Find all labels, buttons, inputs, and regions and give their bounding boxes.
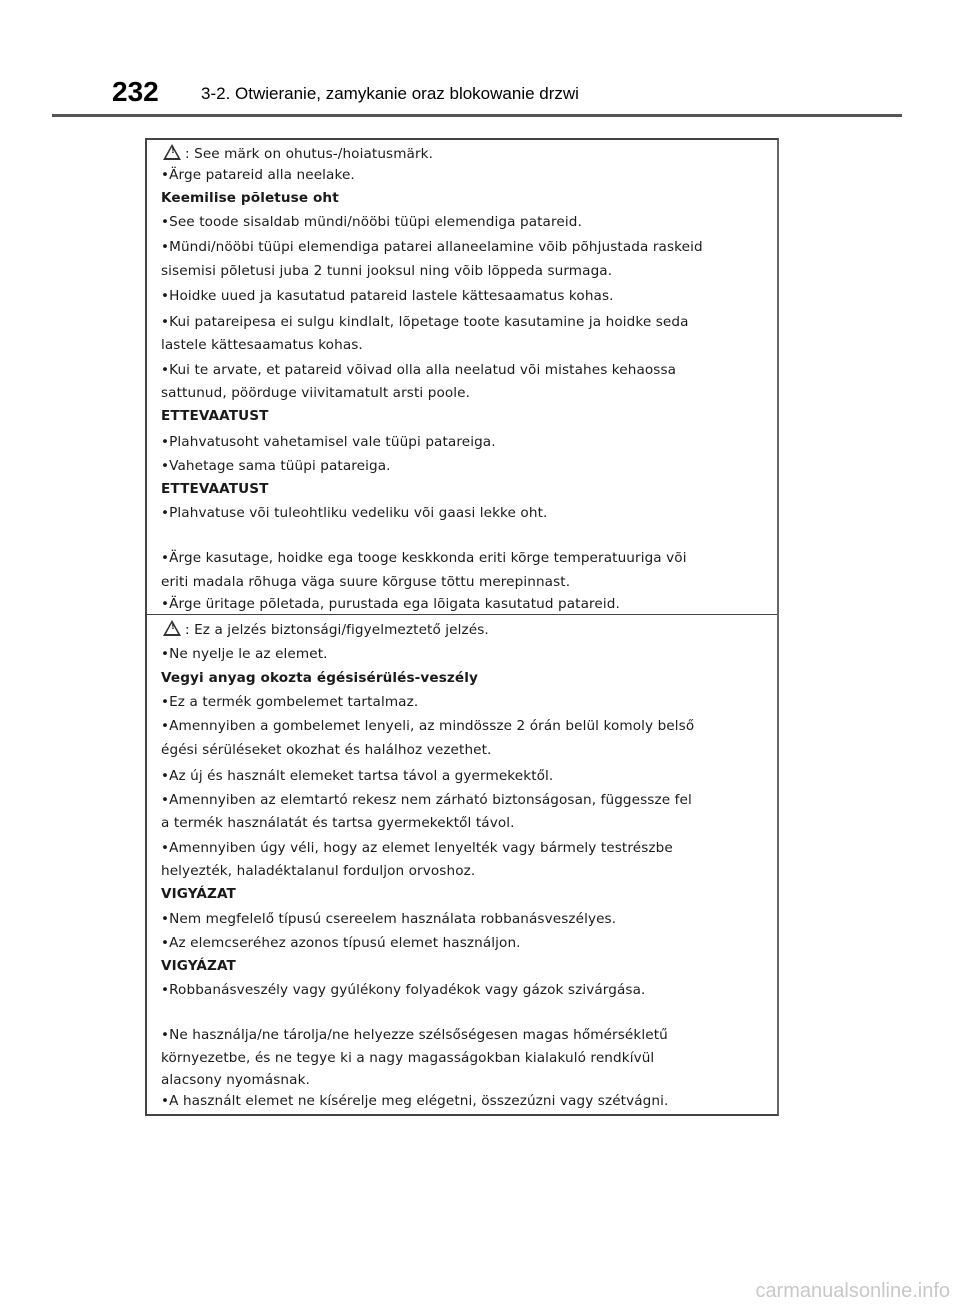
estonian-line: •Kui te arvate, et patareid võivad olla alla neelatud või mistahes kehaossa [161, 362, 677, 378]
estonian-line: •Kui patareipesa ei sulgu kindlalt, lõpetage toote kasutamine ja hoidke seda [161, 314, 689, 330]
hungarian-line: •Ne használja/ne tárolja/ne helyezze szélsőségesen magas hőmérsékletű [161, 1027, 668, 1043]
estonian-heading-caution: ETTEVAATUST [161, 481, 269, 497]
warning-triangle-icon: ! [161, 620, 185, 638]
estonian-line: •Ärge patareid alla neelake. [161, 167, 355, 183]
estonian-line: lastele kättesaamatus kohas. [161, 337, 363, 353]
watermark: carmanualsonline.info [755, 1280, 950, 1302]
estonian-symbol-line [161, 144, 433, 162]
hungarian-line: •Amennyiben a gombelemet lenyeli, az mindössze 2 órán belül komoly belső [161, 718, 695, 734]
hungarian-line: •Robbanásveszély vagy gyúlékony folyadékok vagy gázok szivárgása. [161, 982, 646, 998]
hungarian-line: helyezték, haladéktalanul forduljon orvoshoz. [161, 863, 476, 879]
estonian-line: •Ärge üritage põletada, purustada ega lõigata kasutatud patareid. [161, 596, 620, 612]
estonian-line: •Mündi/nööbi tüüpi elemendiga patarei allaneelamine võib põhjustada raskeid [161, 239, 703, 255]
estonian-warning-box [145, 138, 779, 615]
estonian-line: •Plahvatuse või tuleohtliku vedeliku või gaasi lekke oht. [161, 505, 548, 521]
hungarian-line: •Nem megfelelő típusú csereelem használata robbanásveszélyes. [161, 911, 617, 927]
hungarian-symbol-line [161, 620, 489, 638]
section-title: 3-2. Otwieranie, zamykanie oraz blokowanie drzwi [201, 84, 579, 103]
hungarian-line: •Ne nyelje le az elemet. [161, 646, 328, 662]
page-header [0, 0, 960, 120]
hungarian-line: környezetbe, és ne tegye ki a nagy magasságokban kialakuló rendkívül [161, 1050, 655, 1066]
hungarian-line: •Amennyiben az elemtartó rekesz nem zárható biztonságosan, függessze fel [161, 792, 692, 808]
hungarian-symbol-text: : Ez a jelzés biztonsági/figyelmeztető jelzés. [185, 622, 489, 638]
hungarian-line: alacsony nyomásnak. [161, 1072, 310, 1088]
hungarian-warning-box [145, 614, 779, 1116]
estonian-heading-chemical-burn: Keemilise põletuse oht [161, 190, 339, 206]
estonian-symbol-text: : See märk on ohutus-/hoiatusmärk. [185, 146, 434, 162]
estonian-line: sisemisi põletusi juba 2 tunni jooksul ning võib lõppeda surmaga. [161, 263, 613, 279]
estonian-line: •Hoidke uued ja kasutatud patareid lastele kättesaamatus kohas. [161, 288, 614, 304]
hungarian-line: •A használt elemet ne kísérelje meg elégetni, összezúzni vagy szétvágni. [161, 1093, 669, 1109]
hungarian-line: égési sérüléseket okozhat és halálhoz vezethet. [161, 742, 492, 758]
estonian-line: •Ärge kasutage, hoidke ega tooge keskkonda eriti kõrge temperatuuriga või [161, 550, 687, 566]
estonian-heading-caution: ETTEVAATUST [161, 408, 269, 424]
estonian-line: sattunud, pöörduge viivitamatult arsti poole. [161, 385, 471, 401]
estonian-line: eriti madala rõhuga väga suure kõrguse tõttu merepinnast. [161, 574, 571, 590]
scanned-warning-label [145, 132, 777, 1122]
hungarian-line: •Ez a termék gombelemet tartalmaz. [161, 694, 419, 710]
estonian-line: •Plahvatusoht vahetamisel vale tüüpi patareiga. [161, 434, 496, 450]
estonian-line: •Vahetage sama tüüpi patareiga. [161, 458, 391, 474]
estonian-line: •See toode sisaldab mündi/nööbi tüüpi elemendiga patareid. [161, 214, 582, 230]
hungarian-heading-caution: VIGYÁZAT [161, 958, 236, 974]
hungarian-heading-chemical-burn: Vegyi anyag okozta égésisérülés-veszély [161, 670, 478, 686]
page-number: 232 [112, 76, 159, 107]
hungarian-line: a termék használatát és tartsa gyermekektől távol. [161, 815, 515, 831]
hungarian-line: •Az új és használt elemeket tartsa távol a gyermekektől. [161, 768, 554, 784]
hungarian-line: •Amennyiben úgy véli, hogy az elemet lenyelték vagy bármely testrészbe [161, 840, 673, 856]
hungarian-heading-caution: VIGYÁZAT [161, 886, 236, 902]
header-rule [52, 114, 902, 117]
warning-triangle-icon: ! [161, 144, 185, 162]
hungarian-line: •Az elemcseréhez azonos típusú elemet használjon. [161, 935, 521, 951]
